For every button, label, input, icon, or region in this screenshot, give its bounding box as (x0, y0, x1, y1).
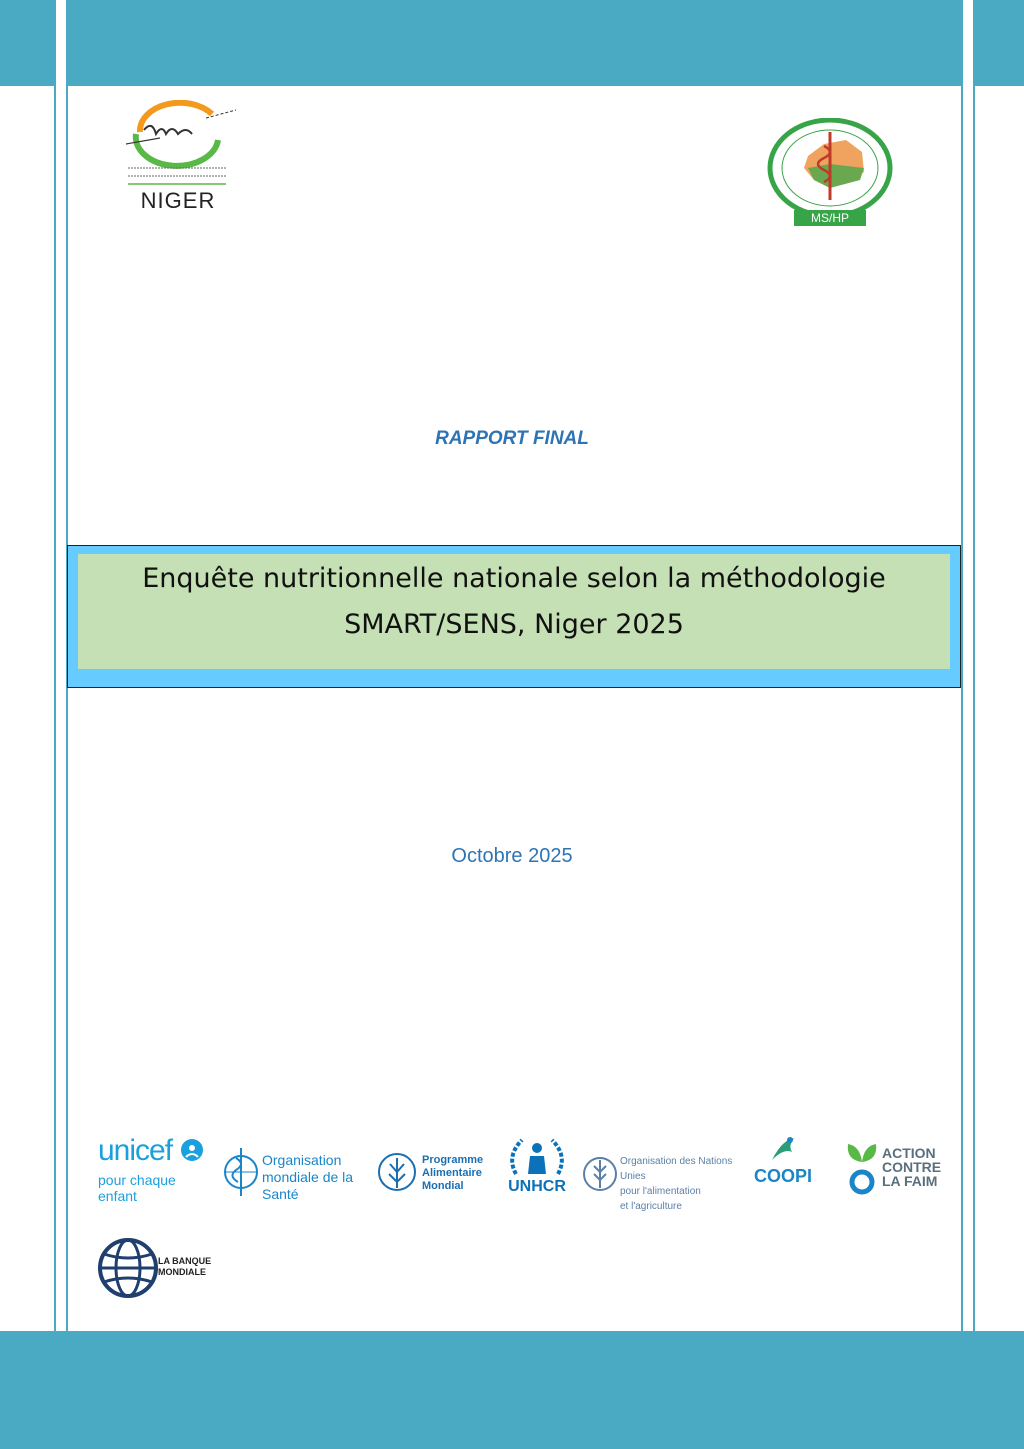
fao-emblem-icon (582, 1148, 618, 1198)
fao-line-2: pour l'alimentation (620, 1186, 701, 1197)
acf-logo (844, 1136, 954, 1201)
coopi-bird-icon (752, 1132, 814, 1166)
ministry-health-logo (764, 118, 896, 230)
partner-logos (0, 1130, 1024, 1210)
fao-line-1: Organisation des Nations Unies (620, 1156, 733, 1182)
wfp-line-1: Programme (422, 1154, 484, 1166)
unicef-tagline: pour chaque enfant (98, 1172, 176, 1204)
unhcr-logo (502, 1134, 572, 1195)
report-date: Octobre 2025 (451, 845, 573, 867)
who-logo (222, 1142, 358, 1205)
acf-line-1: ACTION (882, 1145, 936, 1161)
wfp-line-3: Mondial (422, 1180, 464, 1192)
fao-logo (582, 1148, 742, 1212)
who-line-1: Organisation (262, 1152, 342, 1168)
unhcr-emblem-icon (502, 1134, 572, 1178)
unicef-wordmark: unicef (98, 1134, 173, 1167)
acf-line-3: LA FAIM (882, 1173, 938, 1189)
ins-country-label: NIGER (140, 188, 216, 213)
title-box (78, 554, 950, 669)
unhcr-wordmark: UNHCR (508, 1178, 566, 1195)
title-frame (67, 545, 961, 688)
footer-band (0, 1331, 1024, 1449)
globe-icon (96, 1236, 160, 1300)
acf-emblem-icon (844, 1136, 880, 1196)
world-bank-logo (96, 1236, 226, 1300)
world-bank-line-1: LA BANQUE (158, 1256, 212, 1266)
report-title-line-2: SMART/SENS, Niger 2025 (344, 609, 684, 640)
coopi-wordmark: COOPI (753, 1166, 812, 1186)
report-label: RAPPORT FINAL (435, 428, 589, 449)
wfp-logo (374, 1144, 486, 1201)
wfp-line-2: Alimentaire (422, 1167, 482, 1179)
unicef-emblem-icon (179, 1137, 205, 1163)
ins-niger-logo (126, 100, 238, 212)
report-title-line-1: Enquête nutritionnelle nationale selon la méthodologie (142, 563, 886, 594)
ministry-tag: MS/HP (794, 210, 866, 226)
world-bank-line-2: MONDIALE (158, 1267, 206, 1277)
wfp-emblem-icon (374, 1144, 420, 1196)
fao-line-3: et l'agriculture (620, 1201, 682, 1212)
acf-line-2: CONTRE (882, 1159, 942, 1175)
header-band-left (0, 0, 54, 86)
who-emblem-icon (222, 1142, 260, 1200)
header-band (68, 0, 961, 86)
coopi-logo (752, 1132, 814, 1186)
unicef-logo (98, 1134, 210, 1204)
header-band-right (975, 0, 1024, 86)
who-line-2: mondiale de la Santé (262, 1169, 354, 1202)
